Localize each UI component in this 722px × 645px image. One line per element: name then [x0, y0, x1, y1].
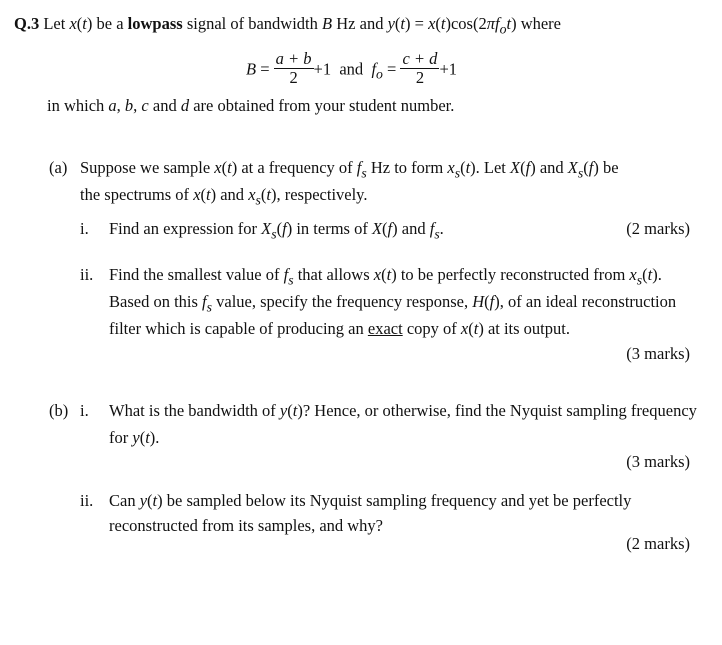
part-a-i-marks: (2 marks) [626, 219, 690, 238]
student-number-line: in which a, b, c and d are obtained from your student number. [47, 96, 455, 115]
part-b-ii-marks: (2 marks) [626, 534, 690, 553]
part-a-ii-line1: Find the smallest value of $f_s$ that allows x(t) to be perfectly reconstructed from $x_s(t)$. [109, 265, 662, 288]
fraction-f-denominator: 2 [415, 68, 425, 87]
part-b-label: (b) [49, 401, 69, 420]
question-intro-line: Q.3 Let x(t) be a lowpass signal of bandwidth B Hz and $y(t) = x(t)\cos(2\pi f_ot)$ where [14, 14, 561, 37]
part-a-ii-line2: Based on this $f_s$ value, specify the frequency response, H(f), of an ideal reconstruction [109, 292, 677, 315]
plus-one-f: +1 [439, 59, 457, 79]
part-b-i-label: i. [80, 401, 89, 420]
part-a-ii-label: ii. [80, 265, 94, 284]
part-a-i-label: i. [80, 219, 89, 238]
lowpass-term: lowpass [127, 14, 183, 33]
question-number: Q.3 [14, 14, 40, 33]
part-a-ii-marks: (3 marks) [626, 344, 690, 363]
exact-underlined: exact [367, 319, 403, 338]
bandwidth-formula: B = $\frac{a + b}{2}$ +1 and $f_o$ = $\frac{c + d}{2}$ +1 [246, 49, 457, 87]
part-a-ii-line3: filter which is capable of producing an exact copy of x(t) at its output. [109, 319, 570, 338]
fraction-f [400, 50, 439, 87]
fraction-B-numerator: a + b [275, 49, 312, 68]
part-b-ii-label: ii. [80, 491, 94, 510]
part-b-i-marks: (3 marks) [626, 452, 690, 471]
part-b-i-line2: for y(t). [109, 428, 160, 447]
fraction-B [274, 50, 314, 87]
intro-where: where [520, 14, 561, 33]
formula-and: and [339, 59, 364, 79]
part-b-ii-line2: reconstructed from its samples, and why? [109, 516, 384, 535]
part-a-intro-line2: the spectrums of x(t) and $x_s(t)$, respectively. [80, 185, 368, 208]
part-a-label: (a) [49, 158, 68, 177]
plus-one-B: +1 [313, 59, 332, 79]
fraction-B-denominator: 2 [289, 68, 298, 87]
part-b-ii-line1: Can y(t) be sampled below its Nyquist sampling frequency and yet be perfectly [109, 491, 632, 510]
part-a-intro-line1: Suppose we sample x(t) at a frequency of $f_s$ Hz to form $x_s(t)$. Let X(f) and $X_s(f)$ be [80, 158, 619, 181]
part-b-i-line1: What is the bandwidth of y(t)? Hence, or otherwise, find the Nyquist sampling frequency [109, 401, 697, 420]
part-a-i-text: Find an expression for $X_s(f)$ in terms of X(f) and $f_s$. [109, 219, 444, 242]
fraction-f-numerator: c + d [402, 49, 438, 68]
